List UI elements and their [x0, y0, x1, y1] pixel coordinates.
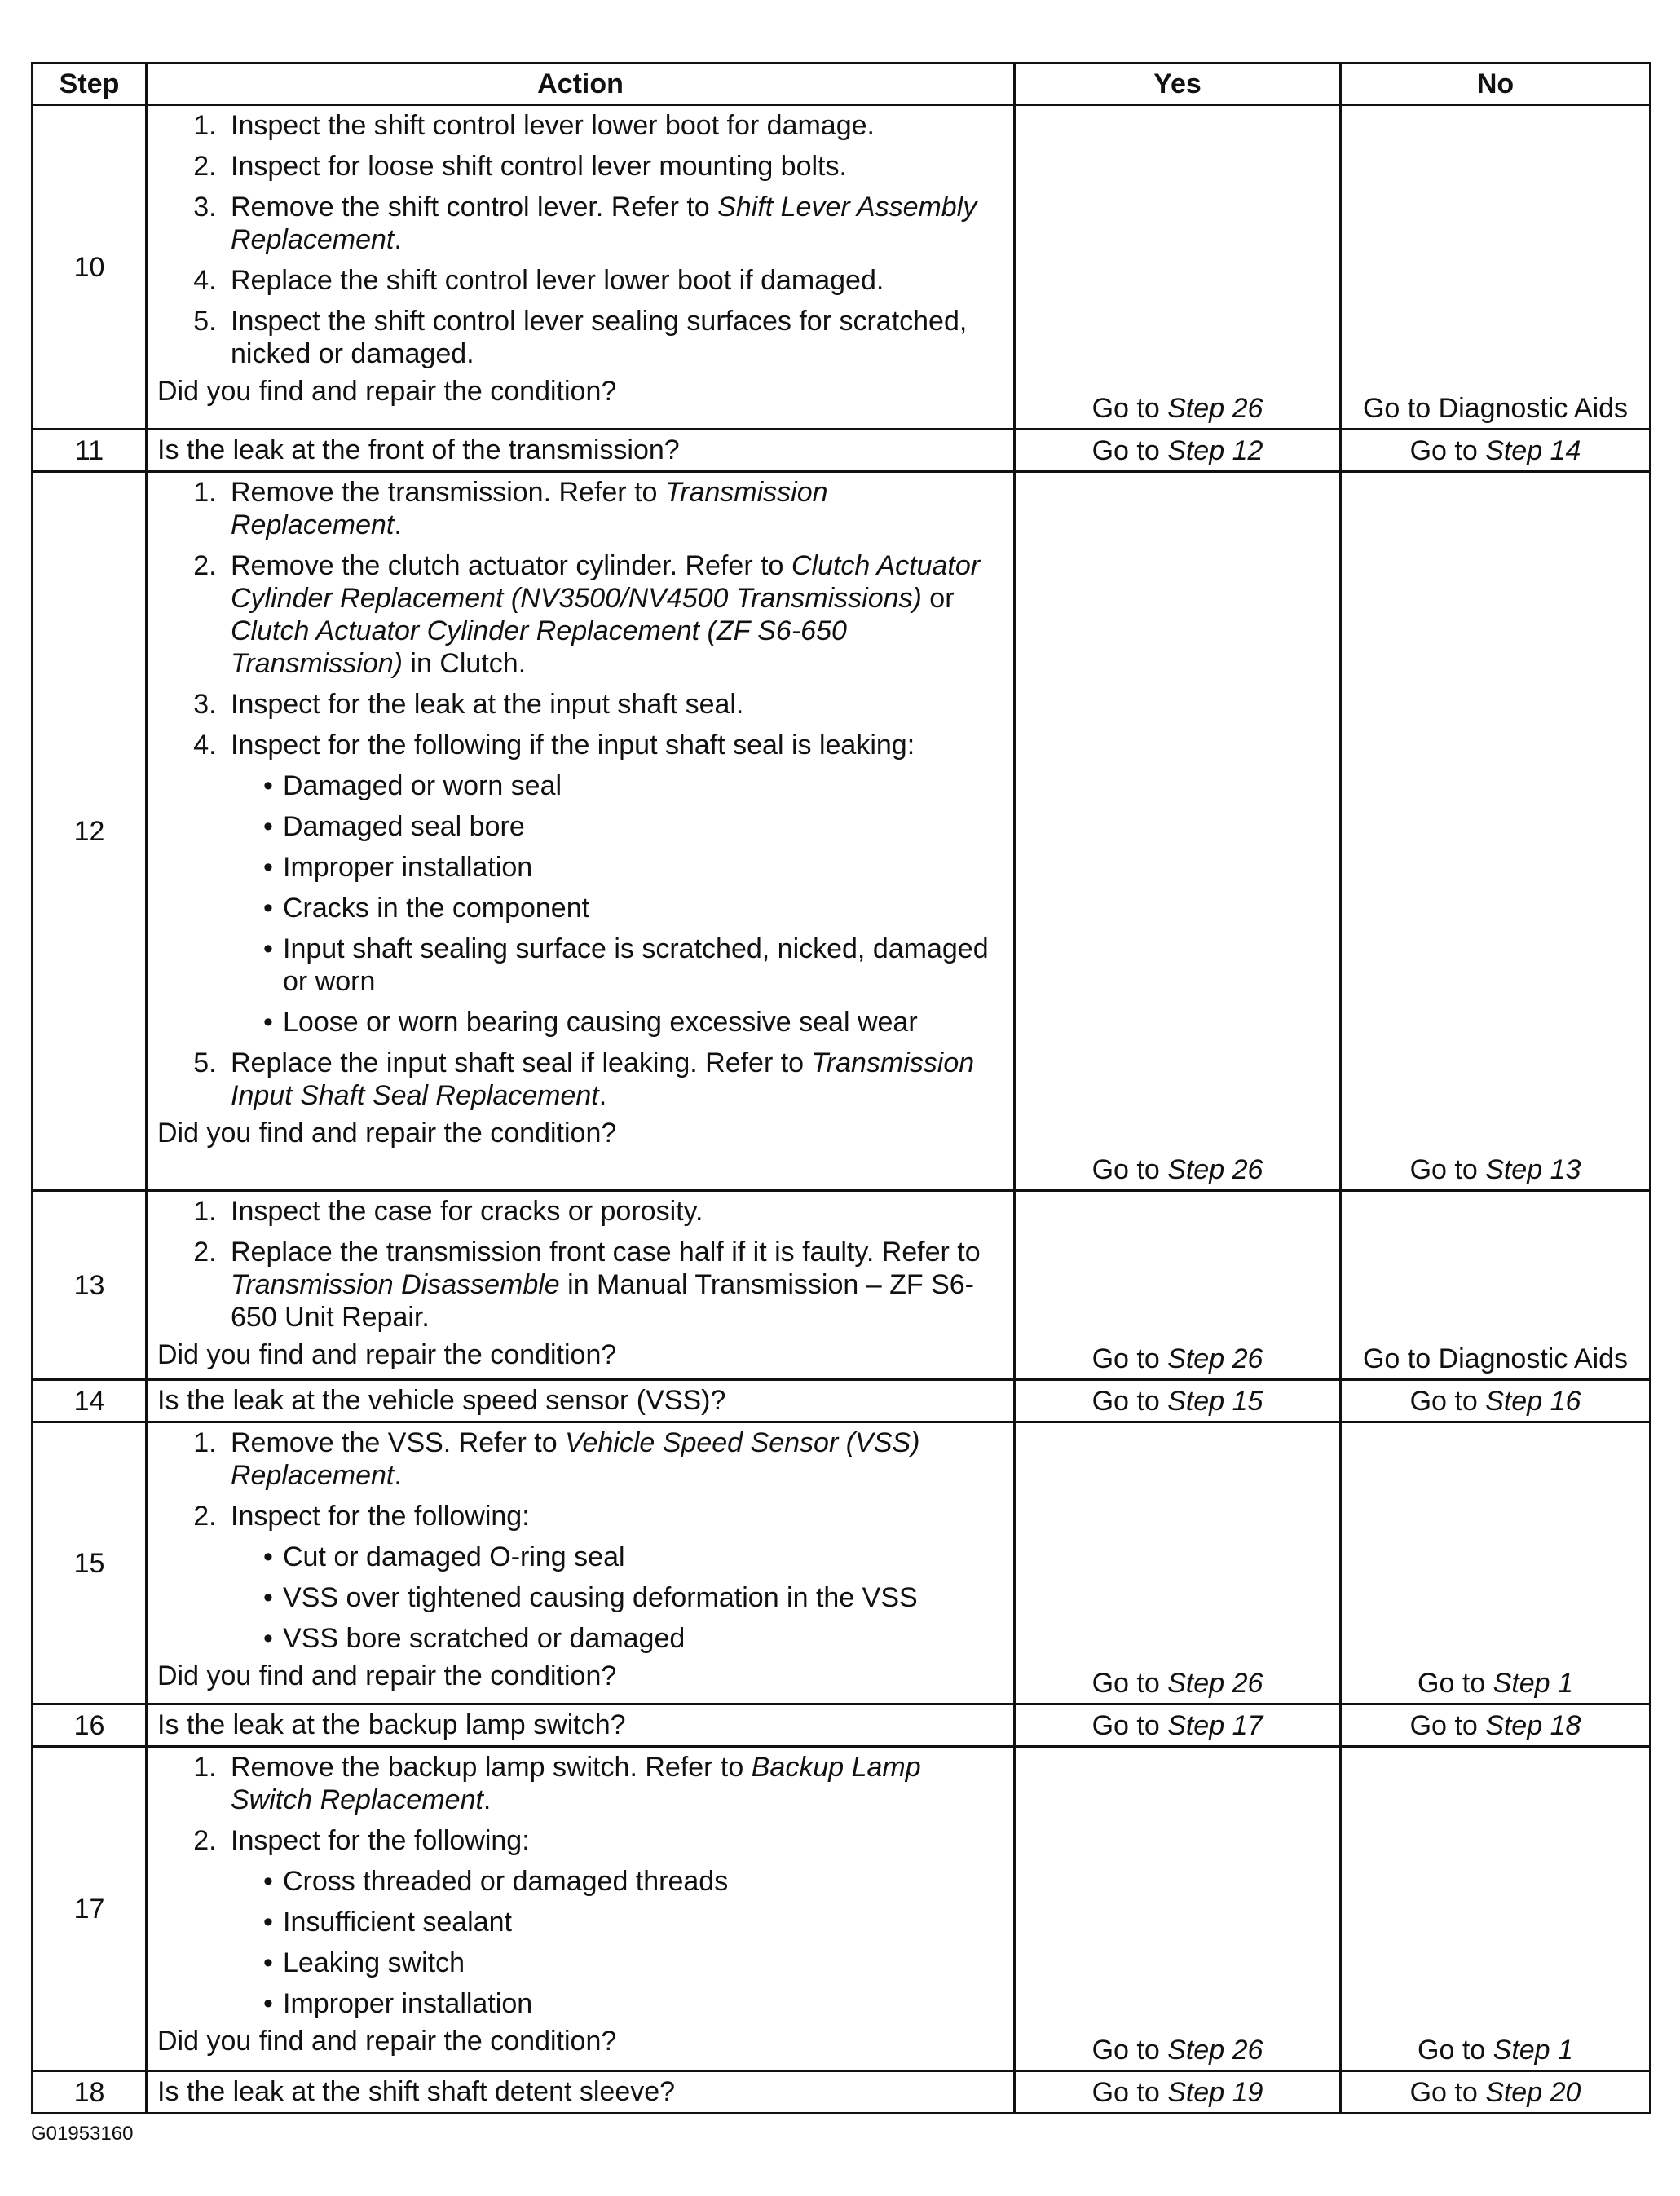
bullet-item: • Loose or worn bearing causing excessive seal wear	[263, 1006, 1003, 1038]
procedure-reference: Transmission Input Shaft Seal Replacement	[231, 1047, 975, 1111]
diagnostic-table	[31, 62, 1651, 2114]
action-text: Inspect for the following if the input shaft seal is leaking:	[231, 730, 915, 761]
bullet-item: • Input shaft sealing surface is scratched, nicked, damaged or worn	[263, 933, 1003, 998]
step-number: 15	[33, 1422, 147, 1704]
yes-cell	[1015, 105, 1341, 430]
action-cell	[147, 1380, 1015, 1422]
action-item	[224, 1751, 1003, 1816]
header-yes: Yes	[1015, 64, 1341, 105]
header-no: No	[1341, 64, 1651, 105]
no-step-link[interactable]: Step 1	[1493, 1668, 1573, 1699]
step-number: 12	[33, 472, 147, 1191]
action-text: Replace the input shaft seal if leaking. Refer to	[231, 1047, 812, 1078]
no-text: Go to	[1418, 2035, 1493, 2066]
action-item: 3. Inspect for the leak at the input shaft seal.	[224, 688, 1003, 721]
action-item	[224, 549, 1003, 680]
no-text: Go to	[1409, 434, 1486, 466]
no-cell	[1341, 1747, 1651, 2071]
no-cell	[1341, 1191, 1651, 1380]
yes-text: Go to	[1091, 2076, 1168, 2108]
step-number: 17	[33, 1747, 147, 2071]
action-text: .	[394, 224, 402, 255]
header-step: Step	[33, 64, 147, 105]
yes-step-link[interactable]: Step 26	[1167, 1154, 1263, 1185]
yes-step-link[interactable]: Step 26	[1167, 393, 1263, 424]
yes-step-link[interactable]: Step 12	[1167, 434, 1263, 466]
yes-text: Go to	[1091, 1668, 1168, 1699]
action-text: Remove the backup lamp switch. Refer to	[231, 1752, 752, 1783]
yes-step-link[interactable]: Step 26	[1167, 1343, 1263, 1374]
bullet-item: • Leaking switch	[263, 1947, 1003, 1979]
no-step-link[interactable]: Step 14	[1485, 434, 1581, 466]
table-row-step-16	[33, 1704, 1651, 1747]
action-item	[224, 1500, 1003, 1655]
action-item	[224, 729, 1003, 1038]
no-text: Go to	[1418, 1668, 1493, 1699]
bullet-item: • Cross threaded or damaged threads	[263, 1865, 1003, 1898]
yes-cell	[1015, 1704, 1341, 1747]
yes-text: Go to	[1091, 2035, 1168, 2066]
no-step-link[interactable]: Step 13	[1485, 1154, 1581, 1185]
yes-step-link[interactable]: Step 26	[1167, 2035, 1263, 2066]
bullet-item: • Improper installation	[263, 1987, 1003, 2020]
table-header-row	[33, 64, 1651, 105]
no-text: Go to	[1409, 1709, 1486, 1741]
yes-cell	[1015, 1747, 1341, 2071]
inspection-bullets	[231, 769, 1003, 1038]
inspection-bullets	[231, 1865, 1003, 2020]
decision-question: Did you find and repair the condition?	[157, 1339, 617, 1370]
table-row-step-15	[33, 1422, 1651, 1704]
step-number: 16	[33, 1704, 147, 1747]
yes-step-link[interactable]: Step 19	[1167, 2076, 1263, 2108]
action-text: .	[598, 1080, 607, 1111]
decision-question: Did you find and repair the condition?	[157, 2026, 617, 2057]
no-diagnostic-aids-link[interactable]: Go to Diagnostic Aids	[1362, 1343, 1629, 1374]
action-cell	[147, 1747, 1015, 2071]
no-cell	[1341, 2071, 1651, 2114]
procedure-reference: Shift Lever Assembly Replacement	[231, 192, 977, 255]
table-row-step-11	[33, 430, 1651, 472]
no-step-link[interactable]: Step 1	[1493, 2035, 1573, 2066]
action-item: 1. Inspect the case for cracks or porosity.	[224, 1195, 1003, 1228]
bullet-item: • Cut or damaged O-ring seal	[263, 1541, 1003, 1573]
bullet-item: • Damaged seal bore	[263, 810, 1003, 843]
yes-step-link[interactable]: Step 17	[1167, 1709, 1263, 1741]
decision-question: Did you find and repair the condition?	[157, 1660, 617, 1691]
decision-question: Is the leak at the front of the transmission?	[157, 434, 680, 465]
action-text: in Manual Transmission – ZF S6-650 Unit Repair.	[231, 1269, 974, 1333]
action-item: 5. Inspect the shift control lever sealing surfaces for scratched, nicked or damaged.	[224, 305, 1003, 370]
procedure-reference: Clutch Actuator Cylinder Replacement (NV3500/NV4500 Transmissions)	[231, 550, 981, 614]
no-cell	[1341, 1380, 1651, 1422]
no-cell	[1341, 472, 1651, 1191]
action-text: Remove the VSS. Refer to	[231, 1427, 566, 1458]
no-step-link[interactable]: Step 18	[1485, 1709, 1581, 1741]
yes-text: Go to	[1091, 393, 1168, 424]
action-item	[224, 1236, 1003, 1334]
bullet-item: • Cracks in the component	[263, 892, 1003, 924]
action-item	[224, 1824, 1003, 2020]
action-item	[224, 191, 1003, 256]
action-cell	[147, 1191, 1015, 1380]
action-steps	[157, 1427, 1003, 1655]
table-row-step-10	[33, 105, 1651, 430]
no-step-link[interactable]: Step 20	[1485, 2076, 1581, 2108]
no-cell	[1341, 1422, 1651, 1704]
yes-text: Go to	[1091, 434, 1168, 466]
step-number: 18	[33, 2071, 147, 2114]
action-item: 4. Replace the shift control lever lower boot if damaged.	[224, 264, 1003, 297]
decision-question: Is the leak at the backup lamp switch?	[157, 1709, 626, 1740]
action-item	[224, 1047, 1003, 1112]
action-text: .	[394, 509, 402, 540]
action-cell	[147, 105, 1015, 430]
no-cell	[1341, 1704, 1651, 1747]
table-row-step-14	[33, 1380, 1651, 1422]
table-row-step-12	[33, 472, 1651, 1191]
action-steps	[157, 109, 1003, 370]
yes-text: Go to	[1091, 1343, 1168, 1374]
bullet-item: • VSS bore scratched or damaged	[263, 1622, 1003, 1655]
action-cell	[147, 1704, 1015, 1747]
action-text: Replace the transmission front case half if it is faulty. Refer to	[231, 1237, 981, 1268]
action-text: in Clutch.	[402, 648, 527, 679]
step-number: 13	[33, 1191, 147, 1380]
action-item	[224, 476, 1003, 541]
action-text: or	[921, 583, 955, 614]
bullet-item: • VSS over tightened causing deformation in the VSS	[263, 1581, 1003, 1614]
action-text: Inspect for the following:	[231, 1501, 530, 1532]
yes-text: Go to	[1091, 1709, 1168, 1741]
no-text: Go to	[1409, 1154, 1486, 1185]
procedure-reference: Backup Lamp Switch Replacement	[231, 1752, 921, 1815]
action-text: .	[394, 1460, 402, 1491]
decision-question: Is the leak at the vehicle speed sensor (VSS)?	[157, 1385, 726, 1416]
yes-step-link[interactable]: Step 15	[1167, 1385, 1263, 1417]
decision-question: Is the leak at the shift shaft detent sleeve?	[157, 2076, 676, 2107]
action-cell	[147, 1422, 1015, 1704]
yes-cell	[1015, 1422, 1341, 1704]
procedure-reference: Transmission Disassemble	[231, 1269, 560, 1300]
action-text: Remove the transmission. Refer to	[231, 477, 665, 508]
bullet-item: • Damaged or worn seal	[263, 769, 1003, 802]
table-row-step-17	[33, 1747, 1651, 2071]
action-item: 1. Inspect the shift control lever lower boot for damage.	[224, 109, 1003, 142]
action-text: Inspect for the following:	[231, 1825, 530, 1856]
action-text: Remove the clutch actuator cylinder. Refer to	[231, 550, 791, 581]
table-row-step-18	[33, 2071, 1651, 2114]
yes-text: Go to	[1091, 1154, 1168, 1185]
decision-question: Did you find and repair the condition?	[157, 1118, 617, 1149]
inspection-bullets	[231, 1541, 1003, 1655]
yes-step-link[interactable]: Step 26	[1167, 1668, 1263, 1699]
bullet-item: • Insufficient sealant	[263, 1906, 1003, 1938]
procedure-reference: Vehicle Speed Sensor (VSS) Replacement	[231, 1427, 920, 1491]
header-action: Action	[147, 64, 1015, 105]
yes-cell	[1015, 1380, 1341, 1422]
figure-code: G01953160	[31, 2123, 134, 2145]
table-row-step-13	[33, 1191, 1651, 1380]
action-cell	[147, 472, 1015, 1191]
yes-cell	[1015, 1191, 1341, 1380]
action-item: 2. Inspect for loose shift control lever mounting bolts.	[224, 150, 1003, 183]
action-text: Remove the shift control lever. Refer to	[231, 192, 718, 223]
no-text: Go to	[1409, 2076, 1486, 2108]
action-cell	[147, 2071, 1015, 2114]
decision-question: Did you find and repair the condition?	[157, 376, 617, 407]
action-item	[224, 1427, 1003, 1492]
action-cell	[147, 430, 1015, 472]
yes-text: Go to	[1091, 1385, 1168, 1417]
no-text: Go to	[1409, 1385, 1486, 1417]
step-number: 14	[33, 1380, 147, 1422]
yes-cell	[1015, 472, 1341, 1191]
yes-cell	[1015, 430, 1341, 472]
no-diagnostic-aids-link[interactable]: Go to Diagnostic Aids	[1362, 393, 1629, 424]
procedure-reference: Clutch Actuator Cylinder Replacement (ZF S6-650 Transmission)	[231, 615, 847, 679]
step-number: 10	[33, 105, 147, 430]
procedure-reference: Transmission Replacement	[231, 477, 828, 540]
step-number: 11	[33, 430, 147, 472]
action-steps	[157, 1751, 1003, 2020]
bullet-item: • Improper installation	[263, 851, 1003, 884]
yes-cell	[1015, 2071, 1341, 2114]
action-steps	[157, 1195, 1003, 1334]
action-text: .	[483, 1784, 492, 1815]
no-cell	[1341, 105, 1651, 430]
action-steps	[157, 476, 1003, 1112]
no-cell	[1341, 430, 1651, 472]
no-step-link[interactable]: Step 16	[1485, 1385, 1581, 1417]
